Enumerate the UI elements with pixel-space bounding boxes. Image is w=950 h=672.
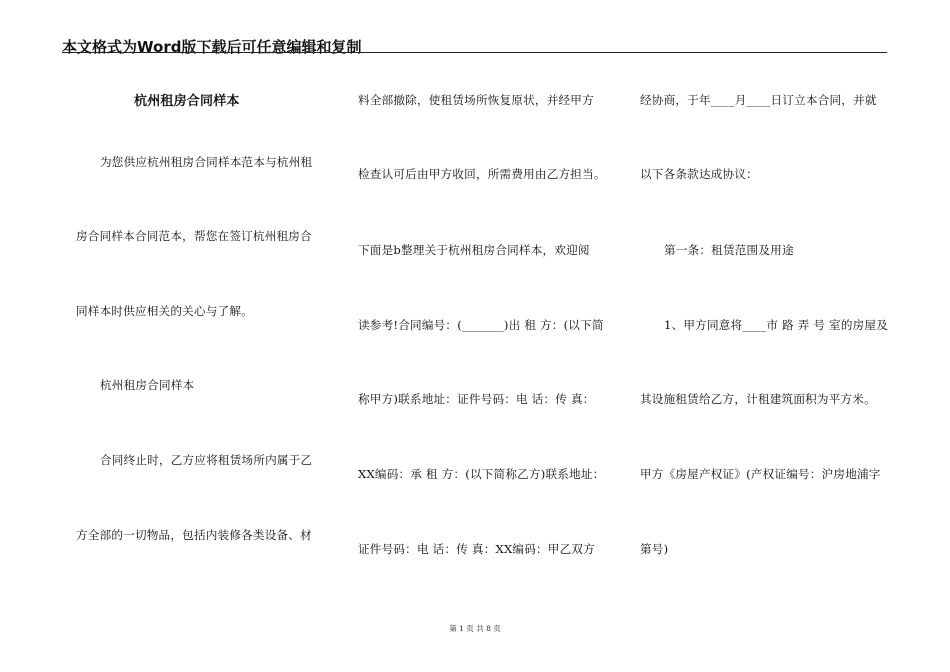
text-line: 证件号码：电 话：传 真：XX编码：甲乙双方	[358, 542, 595, 556]
text-line: 第号)	[640, 542, 669, 556]
text-line: 合同终止时，乙方应将租赁场所内属于乙	[100, 453, 313, 467]
text-line: 1、甲方同意将____市 路 弄 号 室的房屋及	[664, 318, 889, 332]
section-heading: 第一条：租赁范围及用途	[664, 243, 794, 257]
text-line: 甲方《房屋产权证》(产权证编号：沪房地浦字	[640, 467, 881, 481]
text-line: 读参考!合同编号：(_______)出 租 方：(以下简	[358, 318, 604, 332]
text-line: 其设施租赁给乙方，计租建筑面积为平方米。	[640, 392, 876, 406]
text-line: 同样本时供应相关的关心与了解。	[76, 304, 253, 318]
text-line: 房合同样本合同范本，帮您在签订杭州租房合	[76, 229, 312, 243]
page-footer: 第 1 页 共 8 页	[449, 624, 501, 633]
text-line: 下面是b整理关于杭州租房合同样本，欢迎阅	[358, 243, 590, 257]
section-heading: 杭州租房合同样本	[100, 378, 195, 392]
text-line: 称甲方)联系地址：证件号码：电 话：传 真：	[358, 392, 595, 406]
text-line: XX编码：承 租 方：(以下简称乙方)联系地址：	[358, 467, 605, 481]
text-line: 为您供应杭州租房合同样本范本与杭州租	[100, 155, 313, 169]
text-line: 料全部撤除，使租赁场所恢复原状，并经甲方	[358, 93, 594, 107]
text-line: 经协商，于年____月____日订立本合同，并就	[640, 93, 877, 107]
text-line: 以下各条款达成协议：	[640, 167, 758, 181]
page-header: 本文格式为Word版下载后可任意编辑和复制	[62, 38, 362, 56]
header-rule	[62, 52, 887, 53]
text-line: 方全部的一切物品，包括内装修各类设备、材	[76, 528, 312, 542]
document-title: 杭州租房合同样本	[134, 94, 240, 109]
text-line: 检查认可后由甲方收回，所需费用由乙方担当。	[358, 167, 606, 181]
